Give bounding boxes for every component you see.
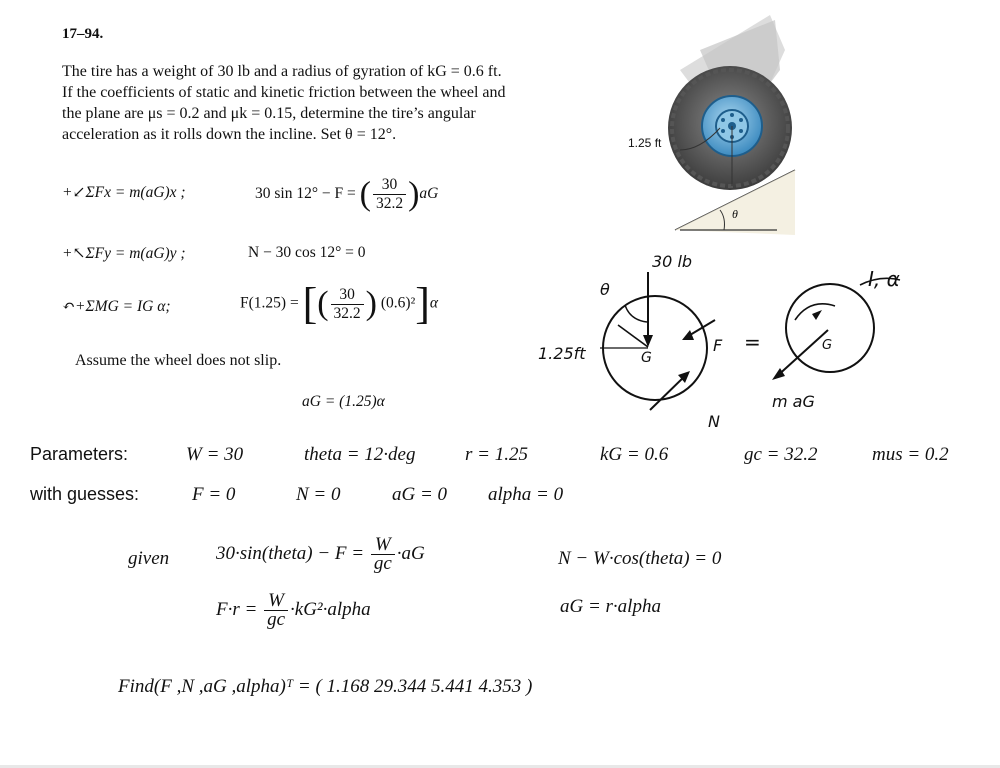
fbd-normal-label: N (708, 412, 720, 431)
kinematic-equation: aG = (1.25)α (302, 393, 385, 410)
angle-label: θ (732, 207, 738, 221)
equation-sum-mg-rhs: F(1.25) = [( $\frac{30}{32.2}$ ) (0.6)²]α (240, 279, 439, 328)
eq1-numerator: 30 (373, 176, 406, 195)
eq1-denominator: 32.2 (375, 195, 404, 212)
given-equation-2: N − W·cos(theta) = 0 (558, 548, 722, 569)
equation-sum-mg (62, 297, 171, 316)
g1-denominator: gc (373, 553, 392, 574)
assumption-text: Assume the wheel does not slip. (75, 352, 282, 369)
fbd-theta-label: θ (600, 280, 610, 299)
eq1-lhs: +↙ΣFx = m(aG)x ; (62, 184, 186, 201)
given-equation-1 (216, 536, 425, 573)
param-theta: theta = 12·deg (304, 444, 416, 465)
guess-n: N = 0 (296, 484, 341, 505)
g3-numerator: W (264, 592, 288, 611)
fbd-radius-label: 1.25ft (538, 344, 586, 363)
given-keyword: given (128, 548, 170, 569)
given-equation-4: aG = r·alpha (560, 596, 661, 617)
tire-figure (620, 10, 800, 235)
eq3-mid: (0.6)² (380, 294, 416, 312)
g1-tail: ·aG (396, 542, 425, 564)
param-r: r = 1.25 (465, 444, 528, 465)
guesses-label: with guesses: (30, 484, 140, 504)
equation-sum-fx-rhs: 30 sin 12° − F = ( $\frac{30}{32.2}$ )aG (255, 175, 439, 213)
eq3-numerator: 30 (331, 286, 364, 305)
g1-lhs: 30·sin(theta) − F = (216, 542, 365, 564)
parameters-label: Parameters: (30, 444, 129, 464)
fbd-mass-accel-label: m aG (772, 392, 815, 411)
radius-label: 1.25 ft (628, 136, 662, 150)
fbd-kinetic-center-label: G (822, 338, 833, 353)
fbd-equals-sign: = (744, 330, 761, 354)
guess-f: F = 0 (192, 484, 236, 505)
fbd-center-label: G (641, 350, 652, 366)
g3-denominator: gc (267, 609, 286, 630)
eq3-tail: α (429, 294, 439, 312)
fbd-friction-label: F (713, 336, 723, 355)
problem-number: 17–94. (62, 26, 104, 42)
equation-sum-fy-rhs (248, 244, 366, 262)
g1-numerator: W (371, 536, 395, 555)
guess-alpha: alpha = 0 (488, 484, 564, 505)
g3-tail: ·kG²·alpha (290, 598, 371, 620)
eq2-lhs: +↖ΣFy = m(aG)y ; (62, 245, 186, 262)
eq3-rhs: F(1.25) = (240, 294, 299, 312)
find-result: Find(F ,N ,aG ,alpha)ᵀ = ( 1.168 29.344 5.441 4.353 ) (118, 676, 533, 697)
param-kg: kG = 0.6 (600, 444, 669, 465)
guess-ag: aG = 0 (392, 484, 448, 505)
eq2-rhs: N − 30 cos 12° = 0 (248, 244, 366, 261)
param-w: W = 30 (186, 444, 244, 465)
eq1-rhs: 30 sin 12° − F = (255, 185, 356, 203)
problem-statement: The tire has a weight of 30 lb and a radius of gyration of kG = 0.6 ft. If the coefficients of static and kinetic friction between the wheel and the plane are μs = 0.2 and μk = 0.15, determine the tire’s angular acceleration as it rolls down the incline. Set θ = 12°. (62, 63, 506, 143)
given-equation-3 (216, 592, 371, 629)
g3-lhs: F·r = (216, 598, 258, 620)
equation-sum-fy (62, 244, 186, 263)
equation-sum-fx (62, 183, 186, 202)
kinetic-wheel-circle (786, 284, 874, 372)
param-mus: mus = 0.2 (872, 444, 949, 465)
eq1-tail: aG (419, 185, 439, 203)
fbd-inertia-label: I, α (868, 267, 900, 291)
eq3-denominator: 32.2 (333, 304, 361, 322)
eq3-lhs: ↶+ΣMG = IG α; (62, 298, 171, 315)
param-gc: gc = 32.2 (744, 444, 818, 465)
fbd-weight-label: 30 lb (652, 252, 693, 271)
